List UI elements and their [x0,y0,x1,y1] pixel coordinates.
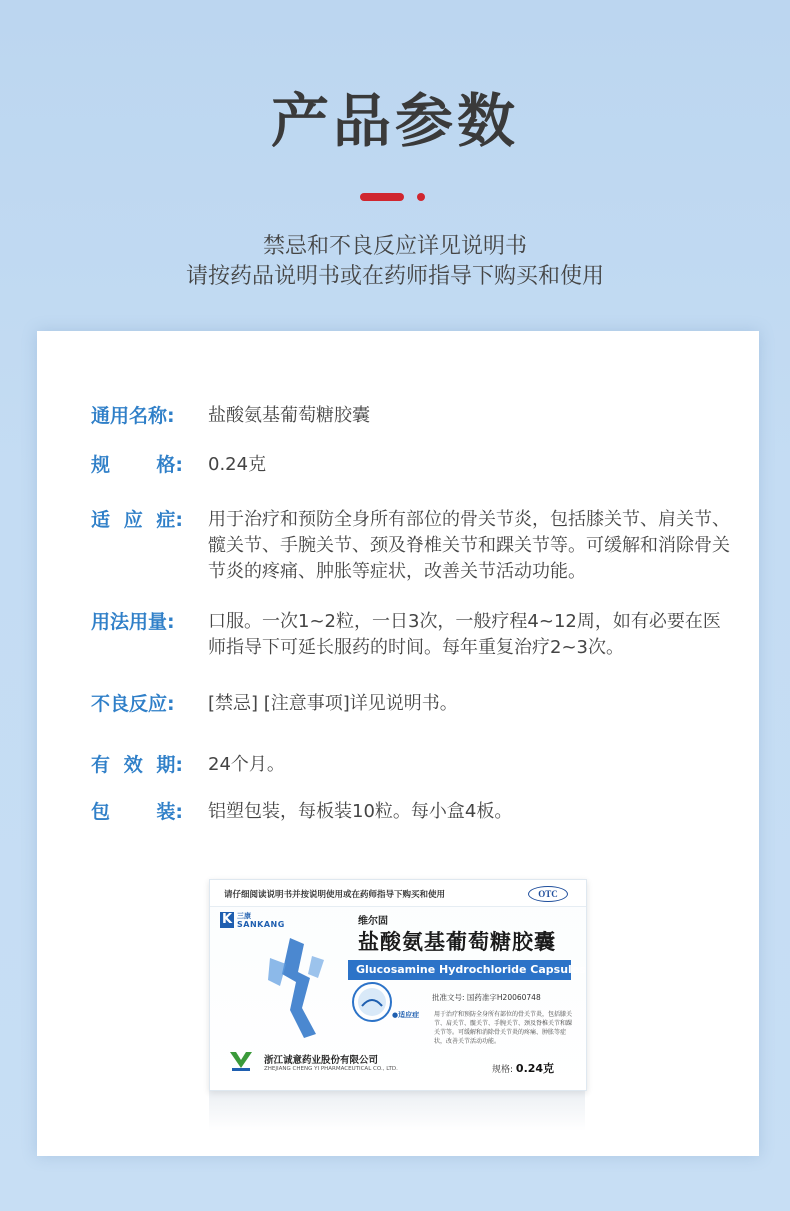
product-box-image [209,879,587,1091]
param-label: 通用名称: [91,405,175,427]
box-english-name: Glucosamine Hydrochloride Capsules [348,960,571,980]
brand-logo-icon: K [221,912,233,927]
warning-line-1: 禁忌和不良反应详见说明书 [262,234,527,259]
company-logo-icon [228,1048,254,1072]
param-label: 不良反应: [91,693,175,715]
box-spec: 规格: 0.24克 [492,1062,555,1075]
param-value: 铝塑包装，每板装10粒。每小盒4板。 [208,801,513,822]
decor-bar [360,193,404,201]
page-title: 产品参数 [270,87,519,155]
box-indication-text: 用于治疗和预防全身所有部位的骨关节炎，包括膝关节、肩关节、髋关节、手腕关节、颈及脊椎关节和踝关节等。可缓解和消除骨关节炎的疼痛、肿胀等症状，改善关节活动功能。 [434,1011,573,1045]
box-product-name: 盐酸氨基葡萄糖胶囊 [358,930,556,954]
box-company-cn: 浙江诚意药业股份有限公司 [264,1055,379,1066]
param-value: 口服。一次1~2粒，一日3次，一般疗程4~12周，如有必要在医师指导下可延长服药的时间。每年重复治疗2~3次。 [208,611,721,658]
param-label: 规 格: [91,454,183,476]
box-approval-number: 批准文号: 国药准字H20060748 [432,993,541,1002]
param-value: 用于治疗和预防全身所有部位的骨关节炎，包括膝关节、肩关节、髋关节、手腕关节、颈及脊椎关节和踝关节等。可缓解和消除骨关节炎的疼痛、肿胀等症状，改善关节活动功能。 [208,509,730,582]
param-value: 24个月。 [208,754,285,775]
skeleton-graphic-icon [260,938,340,1038]
param-value: 0.24克 [208,454,267,475]
box-notice: 请仔细阅读说明书并按说明使用或在药师指导下购买和使用 [224,890,446,900]
param-value: 盐酸氨基葡萄糖胶囊 [208,405,370,426]
warning-line-2: 请按药品说明书或在药师指导下购买和使用 [185,264,604,289]
box-indication-tag: ●适应症 [392,1011,420,1019]
brand-cn: 三康 [237,912,251,920]
otc-badge: OTC [528,886,568,902]
param-label: 用法用量: [91,611,175,633]
parameters-card [37,331,759,1156]
decor-dot [417,193,425,201]
param-label: 包 装: [91,801,183,823]
efficacy-circle-icon [350,980,394,1024]
param-value: [禁忌] [注意事项]详见说明书。 [208,693,458,714]
param-label: 适 应 症: [91,509,183,531]
box-company-en: ZHEJIANG CHENG YI PHARMACEUTICAL CO., LTD. [264,1066,398,1072]
box-reflection [209,1091,585,1131]
box-top-strip [210,880,586,907]
title-decoration [360,193,440,201]
param-label: 有 效 期: [91,754,183,776]
brand-en: SANKANG [237,920,285,929]
box-sub-name: 维尔固 [358,916,388,927]
